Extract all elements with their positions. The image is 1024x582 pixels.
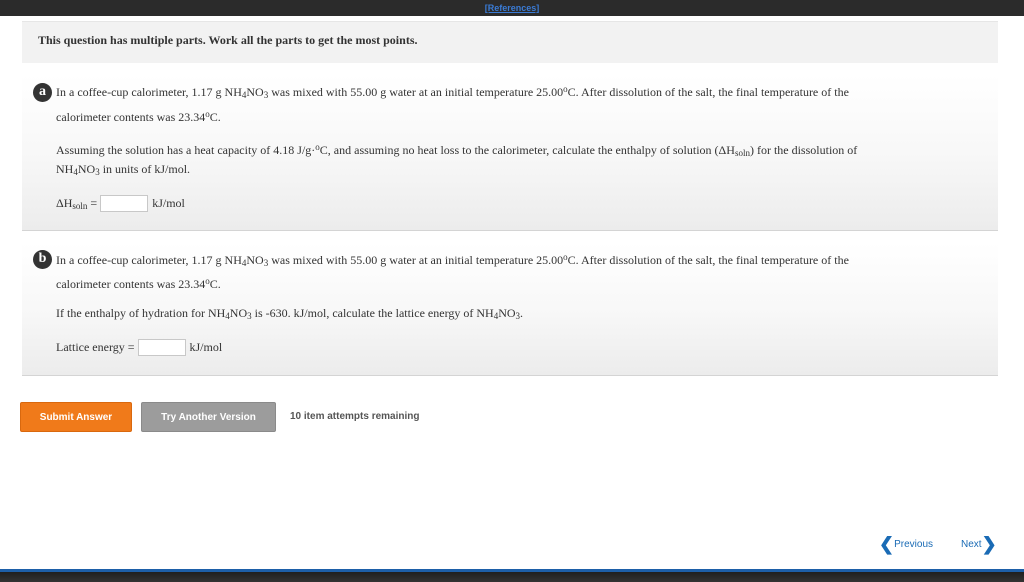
part-b-paragraph-2: If the enthalpy of hydration for $NH_4NO_3$ is -630. kJ/mol, calculate the lattice energy of $NH_4NO_3$. bbox=[56, 306, 524, 321]
lattice-energy-input[interactable] bbox=[138, 339, 186, 356]
part-b bbox=[22, 243, 998, 376]
part-b-paragraph-1: In a coffee-cup calorimeter, 1.17 g $NH_4NO_3$ was mixed with 55.00 g water at an initial temperature 25.00$^o$C. After dissolution of the salt, the final temperature of the bbox=[56, 252, 849, 268]
references-bar bbox=[0, 3, 1024, 13]
part-a-paragraph-1: In a coffee-cup calorimeter, 1.17 g $NH_4NO_3$ was mixed with 55.00 g water at an initial temperature 25.00$^o$C. After dissolution of the salt, the final temperature of the bbox=[56, 84, 849, 100]
enthalpy-unit: kJ/mol bbox=[152, 196, 185, 210]
next-link[interactable] bbox=[961, 535, 997, 553]
attempts-remaining: 10 item attempts remaining bbox=[290, 411, 420, 422]
part-a-paragraph-1-line-2: calorimeter contents was 23.34$^o$C. bbox=[56, 109, 221, 124]
lattice-energy-label: Lattice energy = bbox=[56, 340, 135, 354]
chevron-right-icon: ❯ bbox=[981, 534, 997, 554]
enthalpy-label: $\Delta H_{soln}$ = bbox=[56, 196, 98, 211]
part-a-badge: a bbox=[33, 83, 52, 102]
part-a-paragraph-2: Assuming the solution has a heat capacity of 4.18 J/g·$^o$C, and assuming no heat loss to the calorimeter, calculate the enthalpy of solution $(\Delta H_{soln})$ for the dissolution of bbox=[56, 142, 858, 158]
part-a-paragraph-2-line-2: $NH_4NO_3$ in units of kJ/mol. bbox=[56, 162, 191, 177]
part-b-answer-row bbox=[56, 339, 222, 356]
footer-bar bbox=[0, 569, 1024, 582]
part-a bbox=[22, 74, 998, 231]
enthalpy-input[interactable] bbox=[100, 195, 148, 212]
previous-link[interactable] bbox=[879, 535, 933, 553]
try-another-version-button[interactable]: Try Another Version bbox=[141, 402, 276, 432]
part-b-badge: b bbox=[33, 250, 52, 269]
chevron-left-icon: ❮ bbox=[879, 534, 895, 554]
part-b-paragraph-1-line-2: calorimeter contents was 23.34$^o$C. bbox=[56, 276, 221, 291]
part-a-answer-row bbox=[56, 195, 185, 212]
instructions-text: This question has multiple parts. Work all the parts to get the most points. bbox=[38, 33, 418, 47]
references-link[interactable]: [References] bbox=[484, 3, 540, 13]
lattice-energy-unit: kJ/mol bbox=[189, 340, 223, 354]
next-label: Next bbox=[961, 538, 982, 550]
top-bar bbox=[0, 0, 1024, 16]
instructions-box bbox=[22, 21, 998, 63]
previous-label: Previous bbox=[894, 538, 933, 550]
submit-answer-button[interactable]: Submit Answer bbox=[20, 402, 132, 432]
